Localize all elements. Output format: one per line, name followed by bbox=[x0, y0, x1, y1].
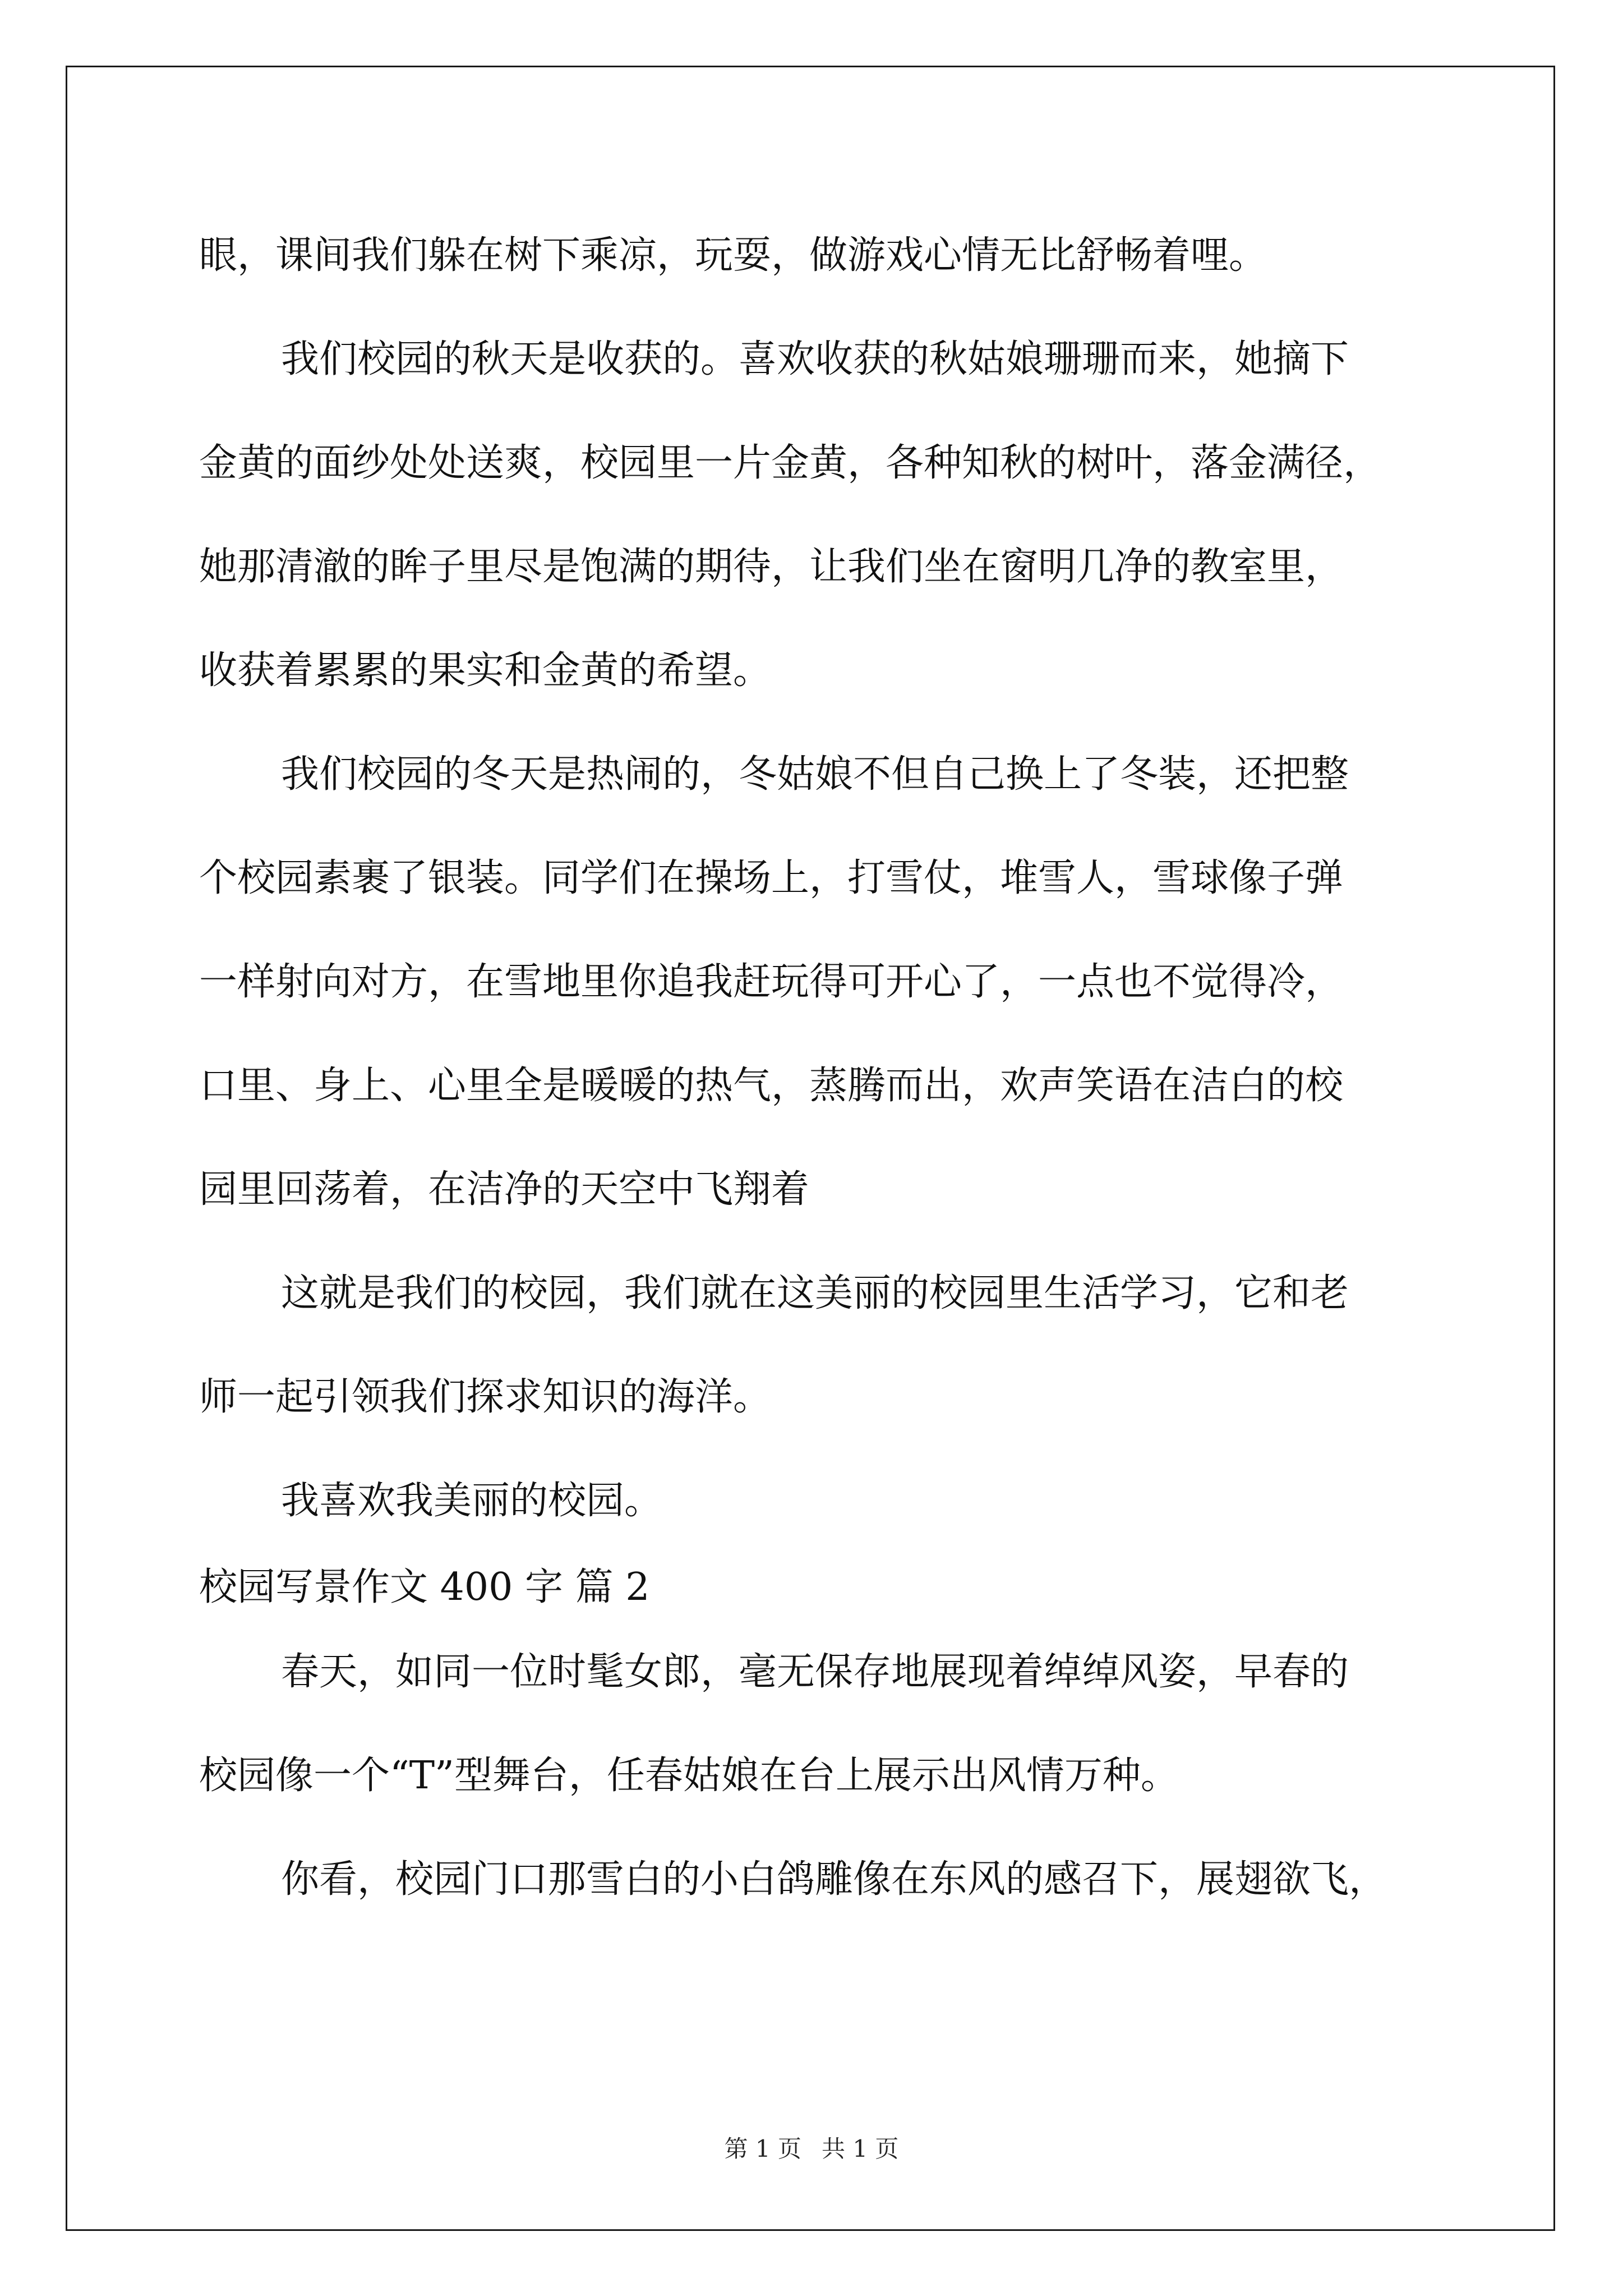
paragraph-7 bbox=[199, 1840, 1450, 1920]
text-line: 你看，校园门口那雪白的小白鸽雕像在东风的感召下，展翅欲飞， bbox=[281, 1857, 1387, 1902]
text-line: 眼，课间我们躲在树下乘凉，玩耍，做游戏心情无比舒畅着哩。 bbox=[199, 233, 1267, 278]
text-line: 一样射向对方，在雪地里你追我赶玩得可开心了，一点也不觉得冷， bbox=[199, 960, 1344, 1004]
text-line: 这就是我们的校园，我们就在这美丽的校园里生活学习，它和老 bbox=[281, 1271, 1349, 1315]
page-number: 第 1 页 bbox=[724, 2135, 801, 2162]
page-total: 共 1 页 bbox=[822, 2135, 899, 2162]
text-line: 校园像一个“T”型舞台，任春姑娘在台上展示出风情万种。 bbox=[199, 1754, 1179, 1798]
text-line: 师一起引领我们探求知识的海洋。 bbox=[199, 1375, 772, 1419]
text-line: 春天，如同一位时髦女郎，毫无保存地展现着绰绰风姿，早春的 bbox=[281, 1650, 1349, 1694]
text-line: 园里回荡着，在洁净的天空中飞翔着 bbox=[199, 1167, 810, 1212]
text-line: 我喜欢我美丽的校园。 bbox=[281, 1479, 663, 1523]
text-line: 她那清澈的眸子里尽是饱满的期待，让我们坐在窗明几净的教室里， bbox=[199, 545, 1344, 589]
paragraph-6 bbox=[199, 1632, 1450, 1816]
document-body bbox=[199, 216, 1450, 1920]
paragraph-4 bbox=[199, 1254, 1450, 1437]
text-line: 个校园素裹了银装。同学们在操场上，打雪仗，堆雪人，雪球像子弹 bbox=[199, 856, 1344, 900]
paragraph-1 bbox=[199, 216, 1450, 296]
text-line: 收获着累累的果实和金黄的希望。 bbox=[199, 648, 772, 693]
section-heading: 校园写景作文 400 字 篇 2 bbox=[199, 1565, 650, 1609]
page-footer bbox=[0, 2131, 1623, 2164]
paragraph-5 bbox=[199, 1461, 1450, 1541]
text-line: 我们校园的秋天是收获的。喜欢收获的秋姑娘珊珊而来，她摘下 bbox=[281, 337, 1349, 381]
paragraph-3 bbox=[199, 735, 1450, 1230]
text-line: 金黄的面纱处处送爽，校园里一片金黄，各种知秋的树叶，落金满径， bbox=[199, 441, 1382, 485]
paragraph-2 bbox=[199, 320, 1450, 711]
text-line: 口里、身上、心里全是暖暖的热气，蒸腾而出，欢声笑语在洁白的校 bbox=[199, 1064, 1344, 1108]
text-line: 我们校园的冬天是热闹的，冬姑娘不但自己换上了冬装，还把整 bbox=[281, 752, 1349, 797]
